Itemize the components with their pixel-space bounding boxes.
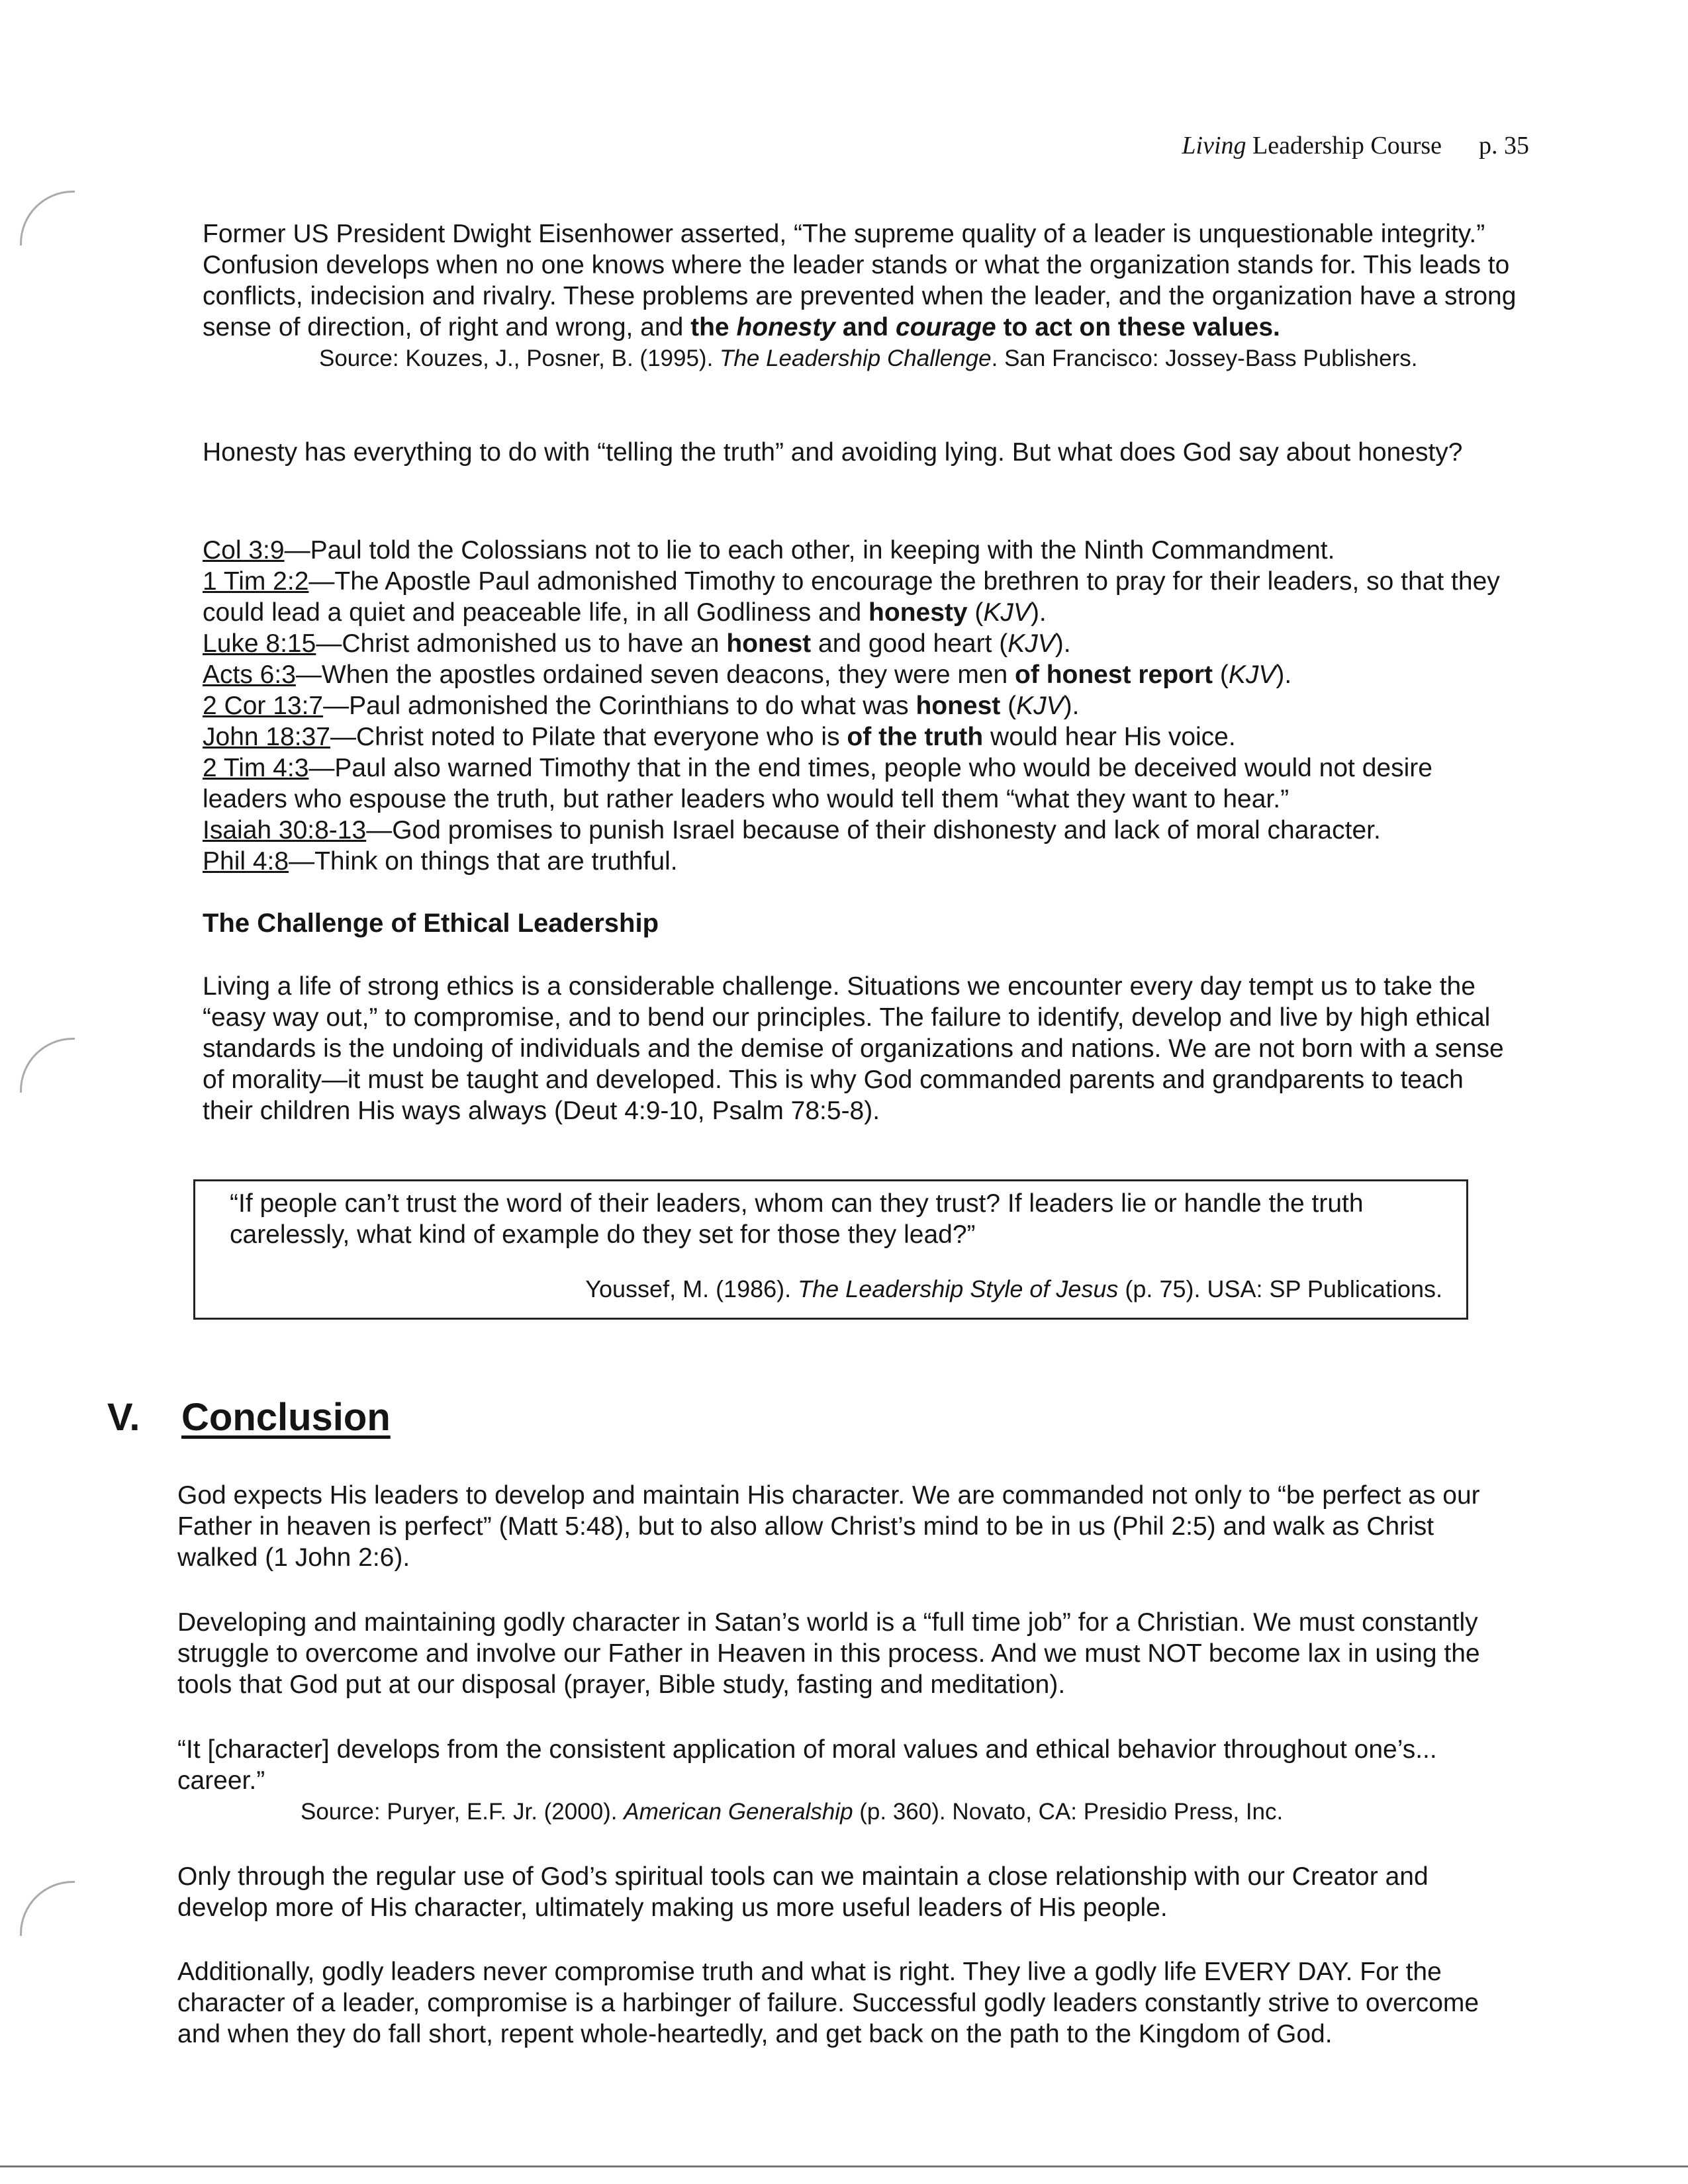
scripture-ref: Luke 8:15 bbox=[203, 629, 316, 658]
challenge-text: Living a life of strong ethics is a considerable challenge. Situations we encounter every day tempt us to take the “easy way out,” to compromise, and to bend our principles. The failure to identify, develop and live by high ethical standards is the undoing of individuals and the demise of organizations and nations. We are not born with a sense of morality—it must be taught and developed. This is why God commanded parents and grandparents to teach their children His ways always (Deut 4:9-10, Psalm 78:5-8). bbox=[203, 972, 1504, 1125]
scripture-bold: honest bbox=[915, 692, 1001, 720]
challenge-section bbox=[203, 908, 1520, 1126]
conclusion-source-title: American Generalship bbox=[624, 1799, 853, 1825]
source-citation bbox=[203, 343, 1520, 374]
scripture-text: would hear His voice. bbox=[983, 723, 1236, 751]
scripture-text: ( bbox=[1213, 660, 1229, 689]
conclusion-quote bbox=[177, 1734, 1501, 1827]
scripture-item bbox=[203, 690, 1520, 721]
page-header bbox=[1182, 131, 1529, 160]
scripture-bold: of honest report bbox=[1015, 660, 1213, 689]
page-bottom-edge bbox=[0, 2165, 1688, 2167]
scripture-item bbox=[203, 535, 1520, 566]
conclusion-paragraph: God expects His leaders to develop and maintain His character. We are commanded not only to “be perfect as our Father in heaven is perfect” (Matt 5:48), but to also allow Christ’s mind to be in us (Phil 2:5) and walk as Christ walked (1 John 2:6). bbox=[177, 1481, 1480, 1572]
kjv-close: ). bbox=[1063, 692, 1080, 720]
binder-hole-mark bbox=[20, 191, 75, 246]
scripture-text: ( bbox=[967, 598, 984, 627]
intro-courage: courage bbox=[896, 313, 996, 341]
intro-bold: the bbox=[690, 313, 737, 341]
quote-source-title: The Leadership Style of Jesus bbox=[798, 1275, 1119, 1302]
scripture-text: —The Apostle Paul admonished Timothy to encourage the brethren to pray for their leaders, so that they could lead a quiet and peaceable life, in all Godliness and bbox=[203, 567, 1500, 627]
quote-source-suffix: (p. 75). USA: SP Publications. bbox=[1118, 1275, 1442, 1302]
scripture-item bbox=[203, 752, 1520, 815]
scripture-text: —Paul also warned Timothy that in the end times, people who would be deceived would not desire leaders who espouse the truth, but rather leaders who would tell them “what they want to hear.” bbox=[203, 754, 1432, 813]
source-title: The Leadership Challenge bbox=[720, 345, 992, 371]
kjv-label: KJV bbox=[1016, 692, 1064, 720]
kjv-label: KJV bbox=[1228, 660, 1276, 689]
quote-source-prefix: Youssef, M. (1986). bbox=[585, 1275, 798, 1302]
intro-text: Former US President Dwight Eisenhower asserted, “The supreme quality of a leader is unquestionable integrity.” Confusion develops when no one knows where the leader stands or what the organization stands for. This leads to conflicts, indecision and rivalry. These problems are prevented when the leader, and the organization have a strong sense of direction, of right and wrong, and bbox=[203, 220, 1517, 341]
section-number: V. bbox=[107, 1396, 140, 1439]
conclusion-paragraph: Developing and maintaining godly character in Satan’s world is a “full time job” for a Christian. We must constantly struggle to overcome and involve our Father in Heaven in this process. And we must NOT become lax in using the tools that God put at our disposal (prayer, Bible study, fasting and meditation). bbox=[177, 1608, 1480, 1699]
scripture-ref: Col 3:9 bbox=[203, 536, 285, 565]
scripture-bold: of the truth bbox=[847, 723, 984, 751]
section-title: Conclusion bbox=[181, 1396, 391, 1439]
binder-hole-mark bbox=[20, 1881, 75, 1936]
conclusion-source-suffix: (p. 360). Novato, CA: Presidio Press, Inc. bbox=[853, 1799, 1284, 1825]
scripture-bold: honesty bbox=[868, 598, 968, 627]
scripture-bold: honest bbox=[726, 629, 812, 658]
scripture-ref: Acts 6:3 bbox=[203, 660, 296, 689]
course-title: Leadership Course bbox=[1246, 132, 1442, 159]
scripture-text: ( bbox=[1000, 692, 1017, 720]
course-title-italic: Living bbox=[1182, 132, 1246, 159]
scripture-ref: John 18:37 bbox=[203, 723, 331, 751]
scripture-ref: 2 Tim 4:3 bbox=[203, 754, 309, 782]
source-suffix: . San Francisco: Jossey-Bass Publishers. bbox=[991, 345, 1418, 371]
scripture-text: —Christ admonished us to have an bbox=[316, 629, 727, 658]
intro-honesty: honesty bbox=[736, 313, 835, 341]
kjv-close: ). bbox=[1055, 629, 1071, 658]
page-number: p. 35 bbox=[1479, 132, 1529, 159]
quote-source bbox=[585, 1273, 1442, 1304]
intro-bold: and bbox=[835, 313, 896, 341]
kjv-label: KJV bbox=[1008, 629, 1055, 658]
scripture-list bbox=[203, 535, 1520, 877]
conclusion-paragraph: Only through the regular use of God’s spiritual tools can we maintain a close relationship with our Creator and develop more of His character, ultimately making us more useful leaders of His people. bbox=[177, 1862, 1429, 1922]
conclusion-source-prefix: Source: Puryer, E.F. Jr. (2000). bbox=[301, 1799, 624, 1825]
scripture-text: —When the apostles ordained seven deacons, they were men bbox=[295, 660, 1015, 689]
scripture-item bbox=[203, 628, 1520, 659]
intro-bold: to act on these values. bbox=[996, 313, 1280, 341]
scripture-text: —Think on things that are truthful. bbox=[289, 847, 678, 876]
conclusion-paragraph: Additionally, godly leaders never compromise truth and what is right. They live a godly life EVERY DAY. For the character of a leader, compromise is a harbinger of failure. Successful godly leaders constantly strive to overcome and when they do fall short, repent whole-heartedly, and get back on the path to the Kingdom of God. bbox=[177, 1958, 1479, 2048]
conclusion-quote-source bbox=[177, 1796, 1501, 1827]
scripture-ref: Isaiah 30:8-13 bbox=[203, 816, 367, 844]
scripture-ref: 2 Cor 13:7 bbox=[203, 692, 324, 720]
quote-text: “If people can’t trust the word of their leaders, whom can they trust? If leaders lie or handle the truth carelessly, what kind of example do they set for those they lead?” bbox=[230, 1189, 1364, 1249]
scripture-item bbox=[203, 815, 1520, 846]
scripture-ref: Phil 4:8 bbox=[203, 847, 289, 876]
scripture-text: —Paul told the Colossians not to lie to each other, in keeping with the Ninth Commandment. bbox=[284, 536, 1335, 565]
scripture-item bbox=[203, 659, 1520, 690]
scripture-text: and good heart ( bbox=[811, 629, 1008, 658]
scripture-text: —Paul admonished the Corinthians to do what was bbox=[323, 692, 916, 720]
scripture-text: —Christ noted to Pilate that everyone who is bbox=[330, 723, 847, 751]
scripture-ref: 1 Tim 2:2 bbox=[203, 567, 309, 596]
scripture-item bbox=[203, 566, 1520, 628]
scripture-item bbox=[203, 721, 1520, 752]
scripture-text: —God promises to punish Israel because of their dishonesty and lack of moral character. bbox=[366, 816, 1381, 844]
kjv-close: ). bbox=[1030, 598, 1047, 627]
source-prefix: Source: Kouzes, J., Posner, B. (1995). bbox=[319, 345, 720, 371]
binder-hole-mark bbox=[20, 1038, 75, 1093]
kjv-close: ). bbox=[1276, 660, 1292, 689]
scripture-item bbox=[203, 846, 1520, 877]
honesty-question: Honesty has everything to do with “telling the truth” and avoiding lying. But what does God say about honesty? bbox=[203, 438, 1463, 467]
challenge-heading: The Challenge of Ethical Leadership bbox=[203, 909, 659, 938]
quote-box bbox=[193, 1179, 1468, 1320]
kjv-label: KJV bbox=[983, 598, 1031, 627]
intro-paragraph bbox=[203, 218, 1520, 374]
conclusion-quote-text: “It [character] develops from the consistent application of moral values and ethical behavior throughout one’s... career.” bbox=[177, 1735, 1437, 1795]
